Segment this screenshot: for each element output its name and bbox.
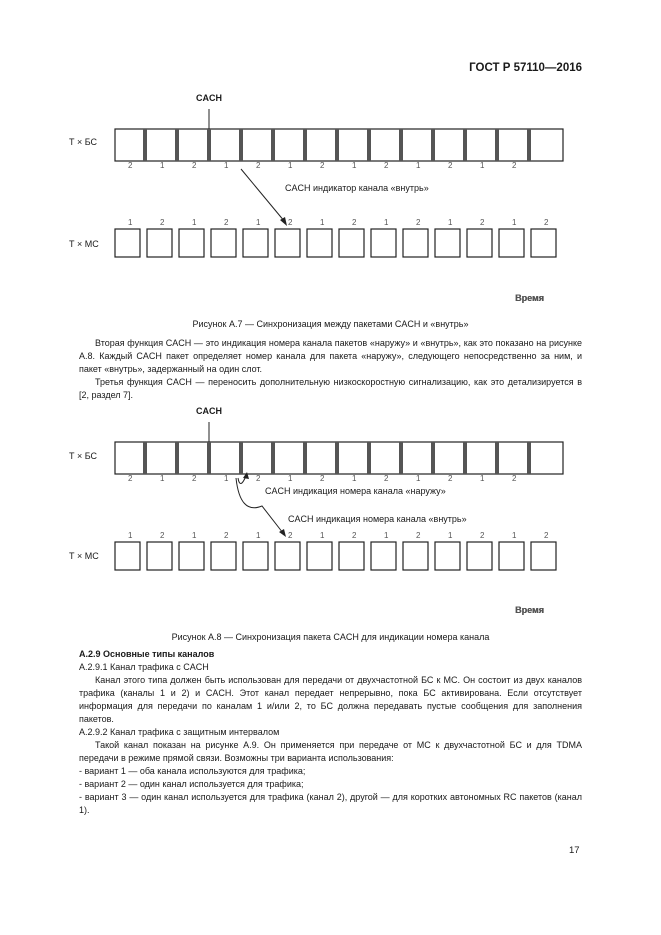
fig7-arrow-label: CACH индикатор канала «внутрь» bbox=[285, 183, 429, 193]
fig8-outbound-label: CACH индикация номера канала «наружу» bbox=[265, 486, 446, 496]
fig7-ms-num: 1 bbox=[320, 218, 325, 227]
fig8-caption: Рисунок А.8 — Синхронизация пакета CACH для индикации номера канала bbox=[171, 632, 490, 642]
fig7-bs-label: Т × БС bbox=[69, 137, 98, 147]
fig8-ms-num: 1 bbox=[320, 531, 325, 540]
fig7-ms-num: 2 bbox=[224, 218, 229, 227]
fig7-ms-num: 1 bbox=[192, 218, 197, 227]
fig7-ms-num: 1 bbox=[448, 218, 453, 227]
fig7-ms-num: 2 bbox=[416, 218, 421, 227]
fig8-cach-label: CACH bbox=[196, 406, 222, 416]
fig8-bs-num: 2 bbox=[512, 474, 517, 483]
fig7-ms-num: 1 bbox=[128, 218, 133, 227]
fig8-bs-label: Т × БС bbox=[69, 451, 98, 461]
fig7-bs-num: 2 bbox=[128, 161, 133, 170]
paragraph: Такой канал показан на рисунке А.9. Он применяется при передаче от МС к двухчастотной БС и для TDMA передачи в режиме прямой связи. Возможны три варианта использования: bbox=[79, 740, 582, 763]
fig8-time-label: Время bbox=[515, 605, 544, 615]
fig7-bs-num: 1 bbox=[416, 161, 421, 170]
fig7-bs-num: 2 bbox=[384, 161, 389, 170]
fig7-ms-num: 1 bbox=[512, 218, 517, 227]
fig7-bs-num: 1 bbox=[224, 161, 229, 170]
fig8-ms-row bbox=[115, 542, 556, 570]
fig8-bs-num: 1 bbox=[480, 474, 485, 483]
list-item: - вариант 3 — один канал используется для трафика (канал 2), другой — для коротких автономных RC пакетов (канал 1). bbox=[79, 792, 582, 815]
fig7-ms-num: 2 bbox=[544, 218, 549, 227]
fig8-bs-num: 1 bbox=[288, 474, 293, 483]
fig8-bs-num: 1 bbox=[224, 474, 229, 483]
fig8-ms-num: 1 bbox=[128, 531, 133, 540]
fig8-ms-num: 1 bbox=[192, 531, 197, 540]
fig8-bs-num: 2 bbox=[128, 474, 133, 483]
fig8-bs-num: 1 bbox=[160, 474, 165, 483]
fig7-ms-num: 2 bbox=[352, 218, 357, 227]
subsection-heading: А.2.9.2 Канал трафика с защитным интервалом bbox=[79, 727, 280, 737]
fig7-ms-num: 1 bbox=[384, 218, 389, 227]
paragraph: Канал этого типа должен быть использован для передачи от двухчастотной БС к МС. Он состоит из двух каналов трафика (каналы 1 и 2) и CACH. Этот канал передает непрерывно, пока БС активирована. Если отсутствует информация для передачи по каналам 1 и/или 2, то БС должна передавать пустые сообщения для заполнения пакетов. bbox=[79, 675, 582, 724]
fig8-ms-num: 2 bbox=[352, 531, 357, 540]
paragraph: Вторая функция CACH — это индикация номера канала пакетов «наружу» и «внутрь», как это показано на рисунке А.8. Каждый CACH пакет определяет номер канала для пакета «наружу», следующего непосредственно за ним, и пакет «внутрь», задержанный на один слот. bbox=[79, 338, 582, 374]
fig7-bs-num: 2 bbox=[448, 161, 453, 170]
fig7-time-label: Время bbox=[515, 293, 544, 303]
fig8-ms-num: 1 bbox=[448, 531, 453, 540]
fig7-bs-num: 1 bbox=[288, 161, 293, 170]
fig7-ms-label: Т × МС bbox=[69, 239, 99, 249]
fig8-ms-num: 2 bbox=[224, 531, 229, 540]
fig8-bs-num: 2 bbox=[320, 474, 325, 483]
fig8-ms-num: 2 bbox=[160, 531, 165, 540]
fig8-ms-num: 2 bbox=[288, 531, 293, 540]
fig8-ms-num: 1 bbox=[256, 531, 261, 540]
fig8-ms-num: 1 bbox=[512, 531, 517, 540]
fig8-bs-row bbox=[115, 442, 563, 474]
fig7-bs-num: 1 bbox=[160, 161, 165, 170]
subsection-heading: А.2.9.1 Канал трафика с CACH bbox=[79, 662, 209, 672]
fig7-cach-label: CACH bbox=[196, 93, 222, 103]
fig8-ms-num: 2 bbox=[416, 531, 421, 540]
fig7-bs-num: 2 bbox=[192, 161, 197, 170]
fig7-ms-num: 2 bbox=[480, 218, 485, 227]
fig8-inbound-label: CACH индикация номера канала «внутрь» bbox=[288, 514, 467, 524]
fig8-bs-num: 1 bbox=[416, 474, 421, 483]
fig8-bs-num: 2 bbox=[256, 474, 261, 483]
fig7-bs-num: 1 bbox=[480, 161, 485, 170]
fig8-bs-num: 2 bbox=[448, 474, 453, 483]
fig8-ms-num: 1 bbox=[384, 531, 389, 540]
fig7-bs-num: 2 bbox=[320, 161, 325, 170]
fig8-bs-num: 1 bbox=[352, 474, 357, 483]
section-a29 bbox=[79, 648, 582, 817]
section-heading: А.2.9 Основные типы каналов bbox=[79, 649, 215, 659]
paragraph: Третья функция CACH — переносить дополнительную низкоскоростную сигнализацию, как это детализируется в [2, раздел 7]. bbox=[79, 377, 582, 400]
list-item: - вариант 1 — оба канала используются для трафика; bbox=[79, 766, 306, 776]
fig8-bs-num: 2 bbox=[192, 474, 197, 483]
fig7-ms-num: 2 bbox=[288, 218, 293, 227]
document-standard-number: ГОСТ Р 57110—2016 bbox=[469, 62, 582, 74]
fig8-bs-num: 2 bbox=[384, 474, 389, 483]
fig7-ms-num: 2 bbox=[160, 218, 165, 227]
fig8-ms-num: 2 bbox=[480, 531, 485, 540]
fig7-caption: Рисунок А.7 — Синхронизация между пакетами CACH и «внутрь» bbox=[192, 319, 469, 329]
fig7-ms-num: 1 bbox=[256, 218, 261, 227]
fig7-bs-num: 2 bbox=[512, 161, 517, 170]
fig7-bs-num: 1 bbox=[352, 161, 357, 170]
list-item: - вариант 2 — один канал используется для трафика; bbox=[79, 779, 304, 789]
fig8-ms-num: 2 bbox=[544, 531, 549, 540]
fig8-ms-label: Т × МС bbox=[69, 551, 99, 561]
page-number: 17 bbox=[569, 845, 580, 856]
fig7-bs-num: 2 bbox=[256, 161, 261, 170]
